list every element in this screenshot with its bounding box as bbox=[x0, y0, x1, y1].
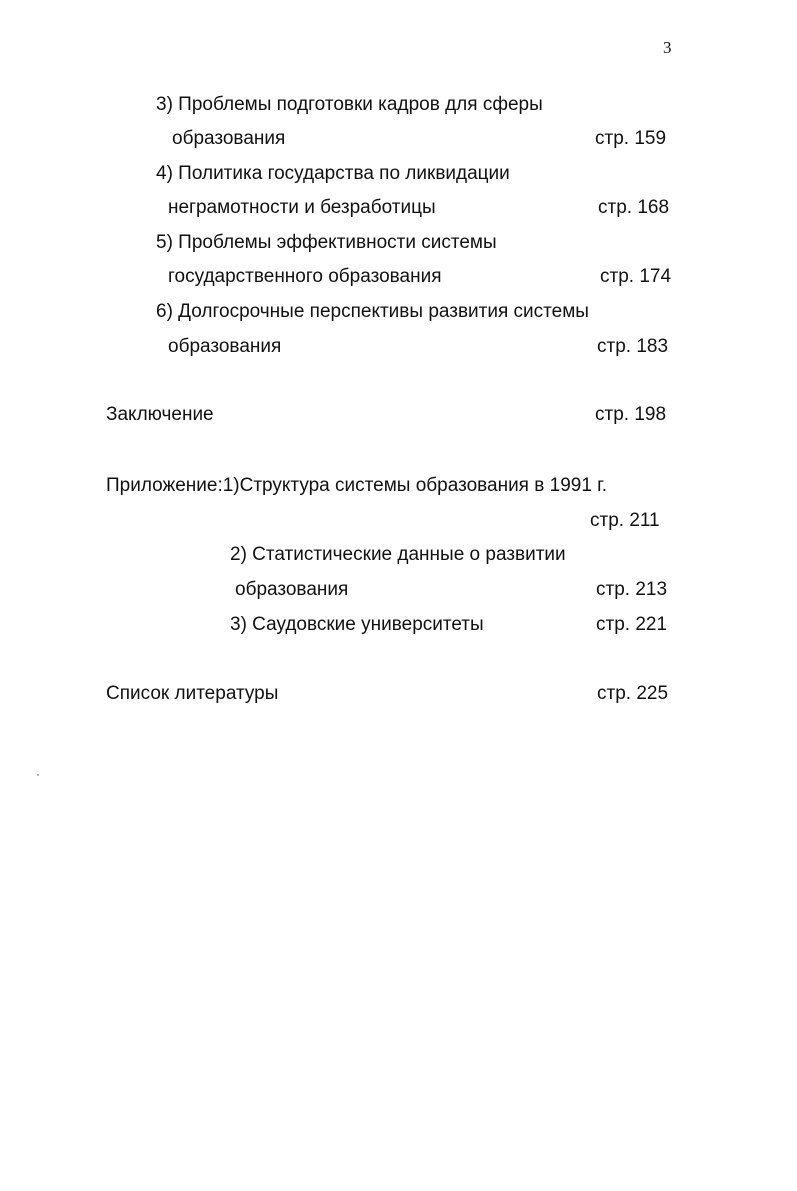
toc-appendix-item3-title: 3) Саудовские университеты bbox=[230, 614, 484, 635]
toc-appendix-title: Приложение:1)Структура системы образования в 1991 г. bbox=[106, 475, 608, 496]
toc-entry-3-title-cont: образования bbox=[172, 128, 286, 149]
toc-bibliography-page: стр. 225 bbox=[597, 683, 669, 704]
toc-entry-6-title-cont: образования bbox=[168, 336, 282, 357]
toc-entry-6-page: стр. 183 bbox=[597, 336, 669, 357]
toc-appendix-item2-title: 2) Статистические данные о развитии bbox=[230, 544, 566, 565]
toc-appendix-item3-page: стр. 221 bbox=[596, 614, 668, 635]
toc-entry-4-title-cont: неграмотности и безработицы bbox=[168, 197, 436, 218]
toc-conclusion-title: Заключение bbox=[106, 404, 214, 425]
toc-entry-5-title: 5) Проблемы эффективности системы bbox=[156, 232, 497, 253]
toc-entry-5-title-cont: государственного образования bbox=[168, 266, 442, 287]
toc-appendix-item2-title-cont: образования bbox=[235, 579, 349, 600]
toc-appendix-item2-page: стр. 213 bbox=[596, 579, 668, 600]
toc-appendix-item1-page: стр. 211 bbox=[590, 510, 660, 531]
toc-entry-6-title: 6) Долгосрочные перспективы развития системы bbox=[156, 301, 589, 322]
toc-entry-4-page: стр. 168 bbox=[598, 197, 670, 218]
page-number: 3 bbox=[663, 38, 672, 57]
toc-entry-4-title: 4) Политика государства по ликвидации bbox=[156, 163, 510, 184]
toc-bibliography-title: Список литературы bbox=[106, 683, 279, 704]
toc-conclusion-page: стр. 198 bbox=[595, 404, 667, 425]
scan-speck bbox=[37, 774, 39, 776]
toc-entry-3-title: 3) Проблемы подготовки кадров для сферы bbox=[156, 94, 543, 115]
toc-entry-3-page: стр. 159 bbox=[595, 128, 667, 149]
toc-entry-5-page: стр. 174 bbox=[600, 266, 672, 287]
